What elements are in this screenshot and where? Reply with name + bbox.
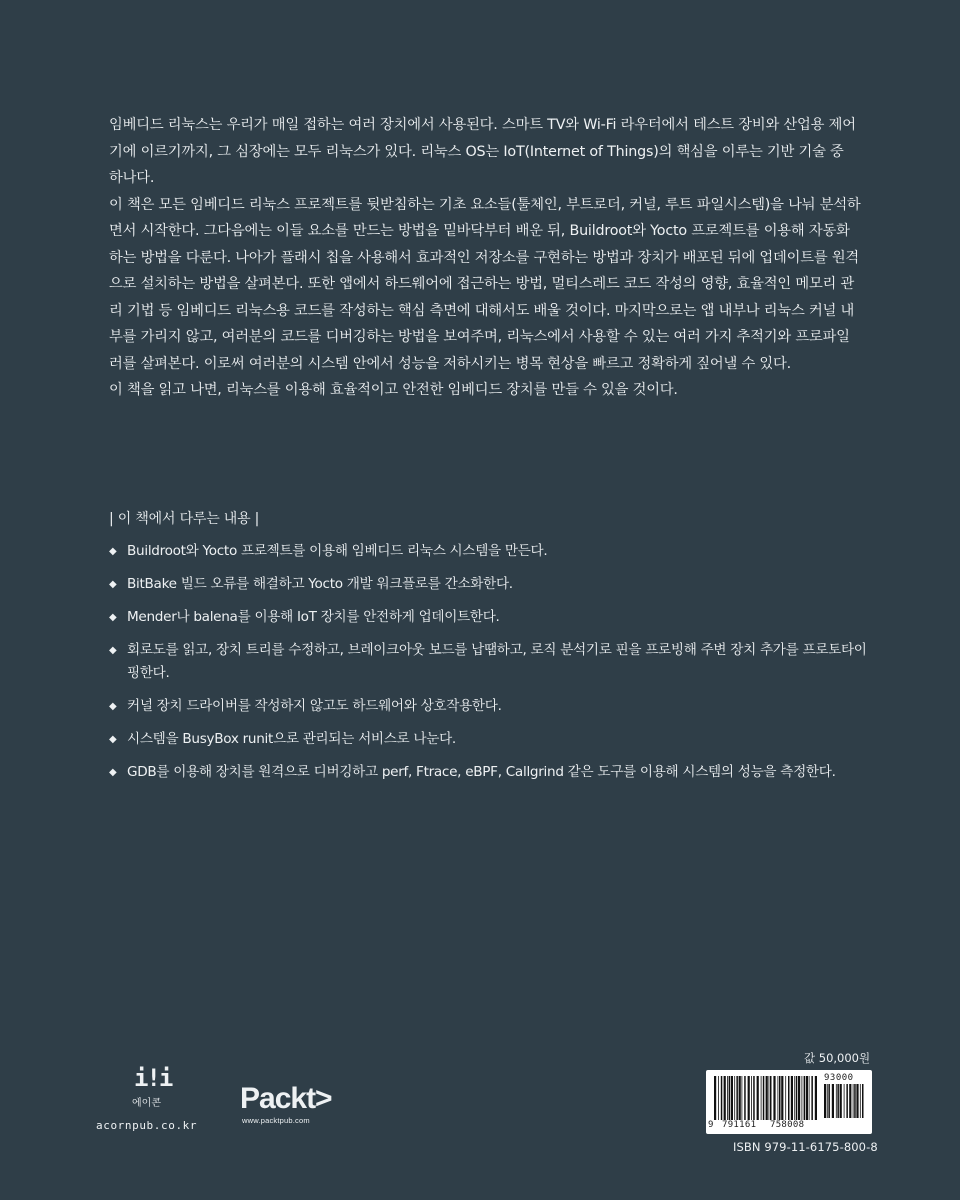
barcode-first-digit: 9 [708,1120,714,1130]
barcode-bars [714,1076,818,1120]
list-item [109,761,869,784]
isbn-barcode [706,1070,872,1134]
list-item [109,573,869,596]
contents-list [109,540,869,794]
contents-title: | 이 책에서 다루는 내용 | [109,511,260,527]
diamond-icon: ◆ [109,701,117,712]
diamond-icon: ◆ [109,645,117,656]
list-item-text: 커널 장치 드라이버를 작성하지 않고도 하드웨어와 상호작용한다. [127,698,502,714]
packt-url: www.packtpub.com [242,1116,310,1125]
intro-paragraph: 임베디드 리눅스는 우리가 매일 접하는 여러 장치에서 사용된다. 스마트 TV와 Wi-Fi 라우터에서 테스트 장비와 산업용 제어기에 이르기까지, 그 심장에는 모두 리눅스가 있다. 리눅스 OS는 IoT(Internet of Things)의 핵심을 이루는 기반 기술 중 하나다. [109,117,856,186]
barcode-addon-bars [824,1084,864,1118]
diamond-icon: ◆ [109,734,117,745]
list-item-text: GDB를 이용해 장치를 원격으로 디버깅하고 perf, Ftrace, eBPF, Callgrind 같은 도구를 이용해 시스템의 성능을 측정한다. [127,764,836,780]
diamond-icon: ◆ [109,767,117,778]
list-item [109,728,869,751]
diamond-icon: ◆ [109,579,117,590]
list-item [109,695,869,718]
intro-paragraph: 이 책은 모든 임베디드 리눅스 프로젝트를 뒷받침하는 기초 요소들(툴체인, 부트로더, 커널, 루트 파일시스템)을 나눠 분석하면서 시작한다. 그다음에는 이들 요소를 만드는 방법을 밑바닥부터 배운 뒤, Buildroot와 Yocto 프로젝트를 이용해 자동화하는 방법을 다룬다. 나아가 플래시 칩을 사용해서 효과적인 저장소를 구현하는 방법과 장치가 배포된 뒤에 업데이트를 원격으로 설치하는 방법을 살펴본다. 또한 앱에서 하드웨어에 접근하는 방법, 멀티스레드 코드 작성의 영향, 효율적인 메모리 관리 기법 등 임베디드 리눅스용 코드를 작성하는 핵심 측면에 대해서도 배울 것이다. 마지막으로는 앱 내부나 리눅스 커널 내부를 가리지 않고, 여러분의 코드를 디버깅하는 방법을 보여주며, 리눅스에서 사용할 수 있는 여러 가지 추적기와 프로파일러를 살펴본다. 이로써 여러분의 시스템 안에서 성능을 저하시키는 병목 현상을 빠르고 정확하게 짚어낼 수 있다. [109,196,861,372]
list-item [109,540,869,563]
list-item-text: BitBake 빌드 오류를 해결하고 Yocto 개발 워크플로를 간소화한다. [127,576,513,592]
list-item [109,639,869,685]
acorn-publisher-logo [96,1064,216,1144]
acorn-url: acornpub.co.kr [96,1119,198,1132]
list-item-text: 회로도를 읽고, 장치 트리를 수정하고, 브레이크아웃 보드를 납땜하고, 로직 분석기로 핀을 프로빙해 주변 장치 추가를 프로토타이핑한다. [127,642,867,681]
isbn-number: ISBN 979-11-6175-800-8 [733,1140,878,1154]
diamond-icon: ◆ [109,546,117,557]
acorn-name: 에이콘 [132,1098,161,1109]
diamond-icon: ◆ [109,612,117,623]
acorn-mark: i!i [134,1064,172,1092]
barcode-addon-digits: 93000 [824,1073,854,1083]
book-description [109,112,861,404]
list-item-text: 시스템을 BusyBox runit으로 관리되는 서비스로 나눈다. [127,731,456,747]
barcode-right-digits: 758008 [770,1120,805,1130]
barcode-left-digits: 791161 [722,1120,757,1130]
price-label: 값 50,000원 [804,1051,871,1065]
intro-paragraph: 이 책을 읽고 나면, 리눅스를 이용해 효율적이고 안전한 임베디드 장치를 만들 수 있을 것이다. [109,382,678,398]
list-item-text: Mender나 balena를 이용해 IoT 장치를 안전하게 업데이트한다. [127,609,500,625]
list-item [109,606,869,629]
list-item-text: Buildroot와 Yocto 프로젝트를 이용해 임베디드 리눅스 시스템을 만든다. [127,543,548,559]
packt-logo: Packt> [240,1082,332,1115]
